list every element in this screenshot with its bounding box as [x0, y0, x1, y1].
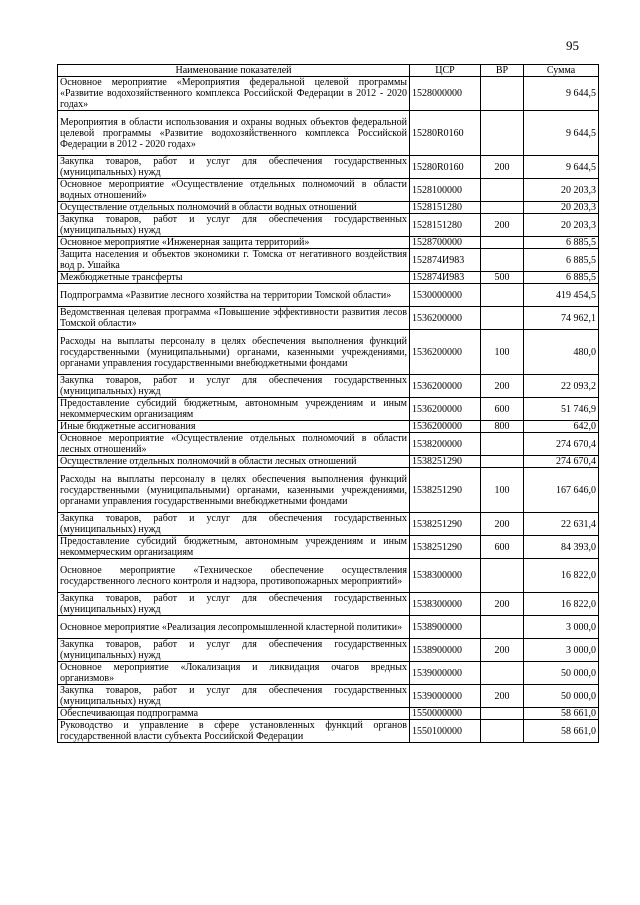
- cell-csr: 15280R0160: [410, 156, 481, 179]
- header-vr: ВР: [481, 65, 524, 77]
- page-number: 95: [566, 38, 579, 53]
- cell-vr: [481, 307, 524, 330]
- cell-csr: 1528000000: [410, 77, 481, 111]
- cell-name: Иные бюджетные ассигнования: [58, 421, 410, 433]
- table-row: [58, 513, 599, 536]
- table-row: [58, 662, 599, 685]
- cell-name: Закупка товаров, работ и услуг для обеспечения государственных (муниципальных) нужд: [58, 513, 410, 536]
- cell-sum: 480,0: [524, 330, 599, 375]
- cell-name: Закупка товаров, работ и услуг для обеспечения государственных (муниципальных) нужд: [58, 593, 410, 616]
- cell-vr: [481, 708, 524, 720]
- cell-name: Основное мероприятие «Мероприятия федеральной целевой программы «Развитие водохозяйственного комплекса Российской Федерации в 2012 - 2020 годах»: [58, 77, 410, 111]
- cell-sum: 6 885,5: [524, 249, 599, 272]
- table-row: [58, 249, 599, 272]
- cell-name: Обеспечивающая подпрограмма: [58, 708, 410, 720]
- cell-csr: 1530000000: [410, 284, 481, 307]
- header-name: Наименование показателей: [58, 65, 410, 77]
- cell-vr: [481, 559, 524, 593]
- cell-vr: [481, 662, 524, 685]
- cell-sum: 3 000,0: [524, 616, 599, 639]
- cell-csr: 1550100000: [410, 720, 481, 743]
- table-row: [58, 639, 599, 662]
- cell-sum: 74 962,1: [524, 307, 599, 330]
- table-row: [58, 237, 599, 249]
- table-row: [58, 77, 599, 111]
- table-row: [58, 720, 599, 743]
- table-row: [58, 272, 599, 284]
- table-header-row: [58, 65, 599, 77]
- cell-sum: 274 670,4: [524, 456, 599, 468]
- table-row: [58, 421, 599, 433]
- cell-sum: 274 670,4: [524, 433, 599, 456]
- cell-sum: 20 203,3: [524, 214, 599, 237]
- cell-vr: [481, 284, 524, 307]
- cell-csr: 152874И983: [410, 249, 481, 272]
- table-row: [58, 456, 599, 468]
- cell-sum: 9 644,5: [524, 156, 599, 179]
- budget-table: [57, 64, 599, 743]
- cell-sum: 6 885,5: [524, 272, 599, 284]
- cell-sum: 167 646,0: [524, 468, 599, 513]
- cell-csr: 1536200000: [410, 421, 481, 433]
- cell-sum: 6 885,5: [524, 237, 599, 249]
- table-row: [58, 708, 599, 720]
- cell-csr: 1550000000: [410, 708, 481, 720]
- cell-vr: 200: [481, 685, 524, 708]
- cell-csr: 1538900000: [410, 616, 481, 639]
- cell-sum: 3 000,0: [524, 639, 599, 662]
- cell-vr: [481, 111, 524, 156]
- table-row: [58, 214, 599, 237]
- cell-name: Закупка товаров, работ и услуг для обеспечения государственных (муниципальных) нужд: [58, 214, 410, 237]
- header-sum: Сумма: [524, 65, 599, 77]
- cell-sum: 642,0: [524, 421, 599, 433]
- cell-csr: 1539000000: [410, 662, 481, 685]
- cell-sum: 419 454,5: [524, 284, 599, 307]
- table-row: [58, 468, 599, 513]
- cell-vr: 500: [481, 272, 524, 284]
- cell-name: Основное мероприятие «Осуществление отдельных полномочий в области лесных отношений»: [58, 433, 410, 456]
- cell-vr: 200: [481, 375, 524, 398]
- cell-sum: 9 644,5: [524, 111, 599, 156]
- table-row: [58, 202, 599, 214]
- table-row: [58, 156, 599, 179]
- cell-csr: 1538251290: [410, 456, 481, 468]
- cell-csr: 1536200000: [410, 375, 481, 398]
- cell-name: Осуществление отдельных полномочий в области водных отношений: [58, 202, 410, 214]
- cell-vr: 100: [481, 330, 524, 375]
- cell-csr: 1528700000: [410, 237, 481, 249]
- cell-vr: 200: [481, 214, 524, 237]
- cell-sum: 51 746,9: [524, 398, 599, 421]
- table-row: [58, 307, 599, 330]
- cell-name: Межбюджетные трансферты: [58, 272, 410, 284]
- cell-vr: [481, 77, 524, 111]
- cell-vr: [481, 456, 524, 468]
- cell-csr: 1528151280: [410, 214, 481, 237]
- cell-name: Осуществление отдельных полномочий в области лесных отношений: [58, 456, 410, 468]
- cell-sum: 20 203,3: [524, 202, 599, 214]
- table-row: [58, 111, 599, 156]
- cell-vr: [481, 433, 524, 456]
- cell-name: Расходы на выплаты персоналу в целях обеспечения выполнения функций государственными (муниципальными) органами, казенными учреждениями, органами управления государственными внебюджетными фондами: [58, 468, 410, 513]
- cell-sum: 58 661,0: [524, 708, 599, 720]
- cell-vr: 100: [481, 468, 524, 513]
- cell-vr: [481, 720, 524, 743]
- cell-csr: 1538251290: [410, 513, 481, 536]
- cell-csr: 1536200000: [410, 307, 481, 330]
- table-row: [58, 375, 599, 398]
- cell-sum: 22 631,4: [524, 513, 599, 536]
- cell-csr: 1536200000: [410, 330, 481, 375]
- cell-name: Закупка товаров, работ и услуг для обеспечения государственных (муниципальных) нужд: [58, 375, 410, 398]
- cell-sum: 84 393,0: [524, 536, 599, 559]
- table-row: [58, 536, 599, 559]
- cell-vr: 200: [481, 513, 524, 536]
- cell-name: Основное мероприятие «Локализация и ликвидация очагов вредных организмов»: [58, 662, 410, 685]
- cell-vr: 200: [481, 156, 524, 179]
- cell-name: Закупка товаров, работ и услуг для обеспечения государственных (муниципальных) нужд: [58, 156, 410, 179]
- cell-name: Предоставление субсидий бюджетным, автономным учреждениям и иным некоммерческим организациям: [58, 536, 410, 559]
- cell-name: Руководство и управление в сфере установленных функций органов государственной власти субъекта Российской Федерации: [58, 720, 410, 743]
- cell-vr: 200: [481, 639, 524, 662]
- cell-name: Мероприятия в области использования и охраны водных объектов федеральной целевой программы «Развитие водохозяйственного комплекса Российской Федерации в 2012 - 2020 годах»: [58, 111, 410, 156]
- table-row: [58, 685, 599, 708]
- table-row: [58, 179, 599, 202]
- cell-csr: 1528100000: [410, 179, 481, 202]
- cell-name: Расходы на выплаты персоналу в целях обеспечения выполнения функций государственными (муниципальными) органами, казенными учреждениями, органами управления государственными внебюджетными фондами: [58, 330, 410, 375]
- cell-vr: 600: [481, 536, 524, 559]
- cell-vr: 200: [481, 593, 524, 616]
- cell-csr: 15280R0160: [410, 111, 481, 156]
- cell-csr: 152874И983: [410, 272, 481, 284]
- cell-name: Основное мероприятие «Осуществление отдельных полномочий в области водных отношений»: [58, 179, 410, 202]
- cell-csr: 1528151280: [410, 202, 481, 214]
- cell-csr: 1539000000: [410, 685, 481, 708]
- table-row: [58, 593, 599, 616]
- cell-sum: 9 644,5: [524, 77, 599, 111]
- cell-vr: [481, 202, 524, 214]
- cell-csr: 1538200000: [410, 433, 481, 456]
- cell-name: Основное мероприятие «Реализация лесопромышленной кластерной политики»: [58, 616, 410, 639]
- header-csr: ЦСР: [410, 65, 481, 77]
- cell-sum: 58 661,0: [524, 720, 599, 743]
- table-row: [58, 559, 599, 593]
- cell-sum: 22 093,2: [524, 375, 599, 398]
- cell-vr: 800: [481, 421, 524, 433]
- cell-vr: [481, 237, 524, 249]
- cell-name: Закупка товаров, работ и услуг для обеспечения государственных (муниципальных) нужд: [58, 639, 410, 662]
- cell-csr: 1538900000: [410, 639, 481, 662]
- cell-sum: 16 822,0: [524, 559, 599, 593]
- cell-name: Закупка товаров, работ и услуг для обеспечения государственных (муниципальных) нужд: [58, 685, 410, 708]
- cell-vr: [481, 179, 524, 202]
- table-row: [58, 284, 599, 307]
- cell-vr: [481, 249, 524, 272]
- table-row: [58, 433, 599, 456]
- cell-sum: 20 203,3: [524, 179, 599, 202]
- cell-csr: 1536200000: [410, 398, 481, 421]
- table-row: [58, 616, 599, 639]
- cell-sum: 50 000,0: [524, 685, 599, 708]
- cell-csr: 1538251290: [410, 536, 481, 559]
- cell-vr: 600: [481, 398, 524, 421]
- cell-name: Подпрограмма «Развитие лесного хозяйства на территории Томской области»: [58, 284, 410, 307]
- table-row: [58, 330, 599, 375]
- cell-csr: 1538300000: [410, 593, 481, 616]
- cell-name: Основное мероприятие «Техническое обеспечение осуществления государственного лесного контроля и надзора, противопожарных мероприятий»: [58, 559, 410, 593]
- cell-vr: [481, 616, 524, 639]
- cell-name: Защита населения и объектов экономики г. Томска от негативного воздействия вод р. Ушайка: [58, 249, 410, 272]
- table-row: [58, 398, 599, 421]
- cell-csr: 1538300000: [410, 559, 481, 593]
- cell-name: Основное мероприятие «Инженерная защита территорий»: [58, 237, 410, 249]
- cell-name: Предоставление субсидий бюджетным, автономным учреждениям и иным некоммерческим организациям: [58, 398, 410, 421]
- cell-sum: 16 822,0: [524, 593, 599, 616]
- cell-csr: 1538251290: [410, 468, 481, 513]
- cell-name: Ведомственная целевая программа «Повышение эффективности развития лесов Томской области»: [58, 307, 410, 330]
- cell-sum: 50 000,0: [524, 662, 599, 685]
